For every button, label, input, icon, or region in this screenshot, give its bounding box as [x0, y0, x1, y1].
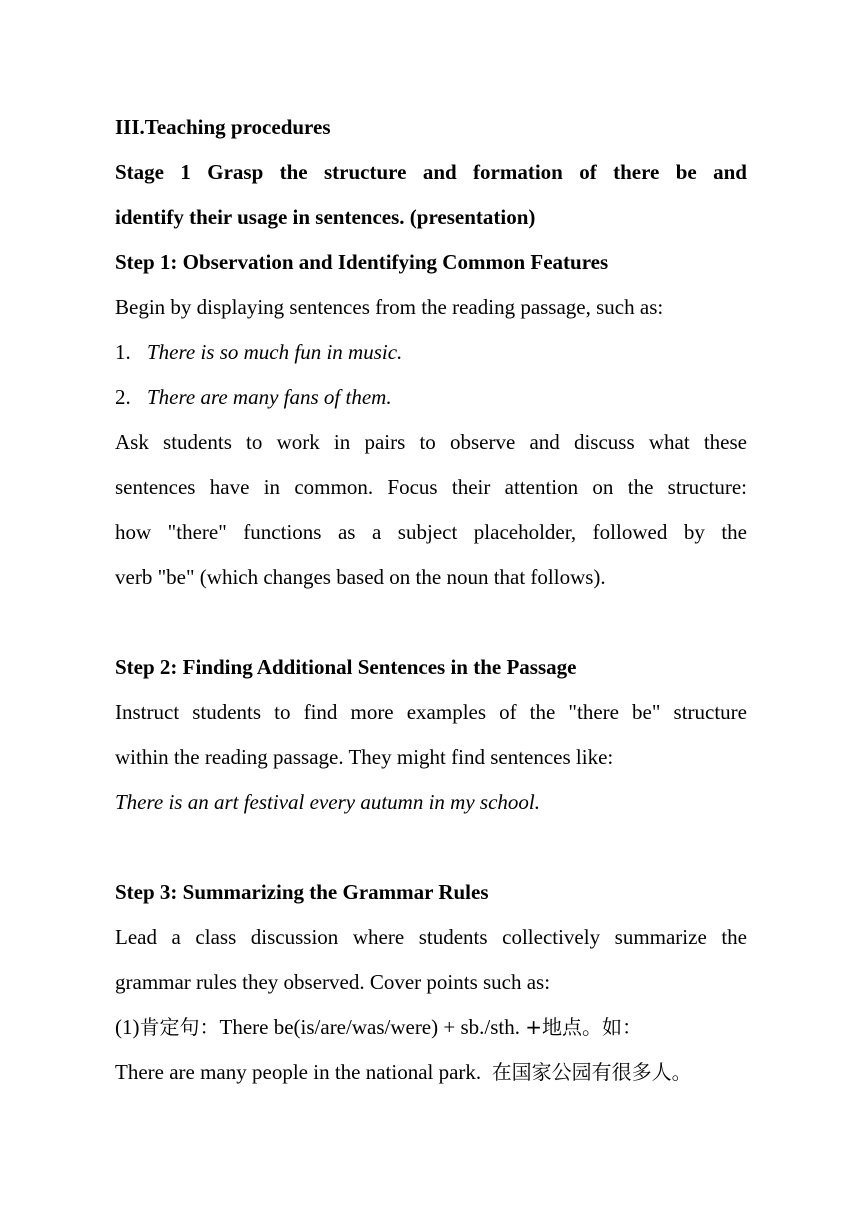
step3-heading: Step 3: Summarizing the Grammar Rules — [115, 880, 489, 904]
rule1-formula: There be(is/are/was/were) + sb./sth. — [219, 1015, 526, 1039]
stage1-line-2: identify their usage in sentences. (presentation) — [115, 205, 536, 229]
example-item-2 — [115, 375, 747, 420]
step2-heading: Step 2: Finding Additional Sentences in the Passage — [115, 655, 577, 679]
spacer — [115, 600, 747, 645]
section-heading: III.Teaching procedures — [115, 115, 331, 139]
step1-para-line-3: how "there" functions as a subject placeholder, followed by the — [115, 520, 747, 544]
rule1-cn-label: 肯定句： — [139, 1015, 220, 1039]
step2-para-line-2: within the reading passage. They might find sentences like: — [115, 745, 614, 769]
step3-para-line-2: grammar rules they observed. Cover points such as: — [115, 970, 551, 994]
example-text: There is so much fun in music. — [147, 340, 403, 364]
step1-heading: Step 1: Observation and Identifying Common Features — [115, 250, 609, 274]
step2-example: There is an art festival every autumn in my school. — [115, 790, 540, 814]
example-number: 1. — [115, 340, 131, 364]
example-number: 2. — [115, 385, 131, 409]
document-page — [115, 105, 747, 1095]
example-item-1 — [115, 330, 747, 375]
stage1-line-1: Stage 1 Grasp the structure and formation of there be and — [115, 160, 747, 184]
step2-para-line-1: Instruct students to find more examples of the "there be" structure — [115, 700, 747, 724]
spacer — [115, 825, 747, 870]
step1-para-line-4: verb "be" (which changes based on the noun that follows). — [115, 565, 606, 589]
rule1-prefix: (1) — [115, 1015, 140, 1039]
example-text: There are many fans of them. — [147, 385, 392, 409]
rule1-line — [115, 1005, 747, 1050]
step1-intro: Begin by displaying sentences from the reading passage, such as: — [115, 295, 664, 319]
step1-para-line-2: sentences have in common. Focus their attention on the structure: — [115, 475, 747, 499]
rule1-example-cn: 在国家公园有很多人。 — [491, 1060, 692, 1084]
step3-para-line-1: Lead a class discussion where students collectively summarize the — [115, 925, 747, 949]
step1-para-line-1: Ask students to work in pairs to observe and discuss what these — [115, 430, 747, 454]
rule1-example-line — [115, 1050, 747, 1095]
rule1-cn-tail: +地点。如： — [525, 1015, 642, 1039]
rule1-example-en: There are many people in the national park. — [115, 1060, 492, 1084]
